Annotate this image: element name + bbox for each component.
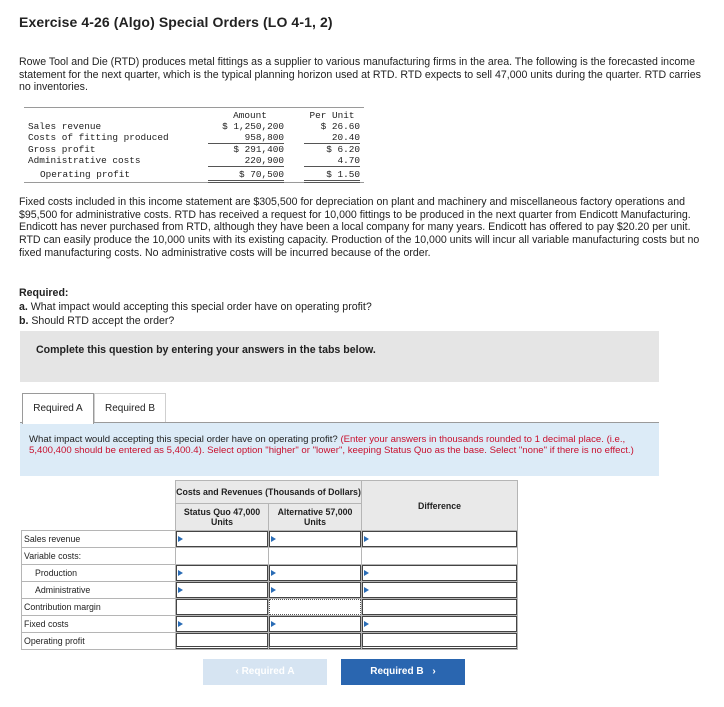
intro-paragraph: Rowe Tool and Die (RTD) produces metal fittings as a supplier to various manufacturing firms in the area. The following is the forecasted income statement for the next quarter, which is the typical planning horizon used at RTD. RTD expects to sell 47,000 units during the quarter. RTD carries no inventories. <box>19 56 701 94</box>
arrow-icon <box>364 621 369 627</box>
operating-status-quo-input[interactable] <box>176 633 268 649</box>
row-label-fixed-costs: Fixed costs <box>22 616 176 633</box>
required-heading: Required: <box>19 287 69 299</box>
row-label-contribution-margin: Contribution margin <box>22 599 176 616</box>
sales-status-quo-input[interactable] <box>176 531 268 547</box>
sales-alternative-input[interactable] <box>269 531 361 547</box>
sales-difference-input[interactable] <box>362 531 517 547</box>
col-difference-header: Difference <box>362 481 518 531</box>
arrow-icon <box>271 587 276 593</box>
answer-table <box>21 480 518 650</box>
production-alternative-input[interactable] <box>269 565 361 581</box>
chevron-left-icon: ‹ <box>235 666 239 677</box>
arrow-icon <box>178 536 183 542</box>
required-a-body: What impact would accepting this special order have on operating profit? <box>27 301 372 313</box>
arrow-icon <box>178 621 183 627</box>
question-panel <box>20 422 659 476</box>
production-difference-input[interactable] <box>362 565 517 581</box>
is-row-per-unit: $ 26.60 <box>320 121 360 132</box>
is-row-label: Sales revenue <box>28 121 102 132</box>
empty-header-cell <box>22 481 176 531</box>
row-label-production: Production <box>22 565 176 582</box>
is-row-per-unit: 4.70 <box>304 155 360 167</box>
is-row-label: Gross profit <box>28 144 96 155</box>
is-row-amount: 220,900 <box>208 155 284 167</box>
is-row-label: Administrative costs <box>28 155 141 166</box>
row-label-sales-revenue: Sales revenue <box>22 531 176 548</box>
arrow-icon <box>271 536 276 542</box>
tab-required-a[interactable]: Required A <box>22 393 94 424</box>
col-status-quo-header: Status Quo 47,000 Units <box>176 504 269 531</box>
arrow-icon <box>178 570 183 576</box>
amount-header: Amount <box>233 110 267 121</box>
instruction-text: Complete this question by entering your answers in the tabs below. <box>36 344 376 356</box>
is-row-per-unit: $ 6.20 <box>326 144 360 155</box>
row-label-administrative: Administrative <box>22 582 176 599</box>
tab-required-b[interactable]: Required B <box>94 393 166 424</box>
fixed-alternative-input[interactable] <box>269 616 361 632</box>
question-text <box>29 434 649 457</box>
contribution-status-quo-input[interactable] <box>176 599 268 615</box>
contribution-alternative-input[interactable] <box>269 599 361 615</box>
row-label-variable-costs: Variable costs: <box>22 548 176 565</box>
required-a-text: a. What impact would accepting this special order have on operating profit? <box>19 301 372 313</box>
fixed-status-quo-input[interactable] <box>176 616 268 632</box>
required-b-text: b. Should RTD accept the order? <box>19 315 175 327</box>
arrow-icon <box>364 587 369 593</box>
is-row-amount: 958,800 <box>208 132 284 144</box>
is-row-per-unit: $ 1.50 <box>304 169 360 183</box>
page-title: Exercise 4-26 (Algo) Special Orders (LO 4-1, 2) <box>19 14 333 30</box>
prev-required-a-button[interactable] <box>203 659 327 685</box>
is-row-label: Operating profit <box>40 169 131 180</box>
arrow-icon <box>364 570 369 576</box>
administrative-alternative-input[interactable] <box>269 582 361 598</box>
body-paragraph: Fixed costs included in this income statement are $305,500 for depreciation on plant and machinery and miscellaneous factory operations and $95,500 for administrative costs. RTD has received a request for 10,000 fittings to be produced in the next quarter from Endicott Manufacturing. Endicott has never purchased from RTD, although they have been a local company for many years. Endicott has offered to pay $20.20 per unit. RTD can easily produce the 10,000 units with its existing capacity. Production of the 10,000 units will incur all variable manufacturing costs but no fixed manufacturing costs. No administrative costs will be incurred because of the order. <box>19 196 700 259</box>
operating-alternative-input[interactable] <box>269 633 361 649</box>
row-label-operating-profit: Operating profit <box>22 633 176 650</box>
is-row-label: Costs of fitting produced <box>28 132 169 143</box>
production-status-quo-input[interactable] <box>176 565 268 581</box>
operating-difference-input[interactable] <box>362 633 517 649</box>
per-unit-header: Per Unit <box>309 110 355 121</box>
contribution-difference-input[interactable] <box>362 599 517 615</box>
arrow-icon <box>271 621 276 627</box>
administrative-status-quo-input[interactable] <box>176 582 268 598</box>
prev-label: Required A <box>241 666 295 677</box>
question-main: What impact would accepting this special order have on operating profit? <box>29 434 338 445</box>
is-row-amount: $ 70,500 <box>208 169 284 183</box>
administrative-difference-input[interactable] <box>362 582 517 598</box>
arrow-icon <box>271 570 276 576</box>
arrow-icon <box>364 536 369 542</box>
next-label: Required B <box>370 666 424 677</box>
is-row-per-unit: 20.40 <box>304 132 360 144</box>
is-row-amount: $ 291,400 <box>233 144 284 155</box>
next-required-b-button[interactable] <box>341 659 465 685</box>
instruction-box <box>20 331 659 382</box>
required-b-body: Should RTD accept the order? <box>28 315 175 327</box>
income-statement <box>24 107 364 183</box>
is-row-amount: $ 1,250,200 <box>222 121 284 132</box>
arrow-icon <box>178 587 183 593</box>
group-header: Costs and Revenues (Thousands of Dollars) <box>176 481 362 504</box>
chevron-right-icon: › <box>432 666 436 677</box>
question-note: (Enter your answers in thousands rounded to 1 decimal place. (i.e., 5,400,400 should be entered as 5,400.4). Select option "higher" or "lower", keeping Status Quo as the base. Select "none" if there is no effect.) <box>29 434 634 457</box>
col-alternative-header: Alternative 57,000 Units <box>269 504 362 531</box>
fixed-difference-input[interactable] <box>362 616 517 632</box>
